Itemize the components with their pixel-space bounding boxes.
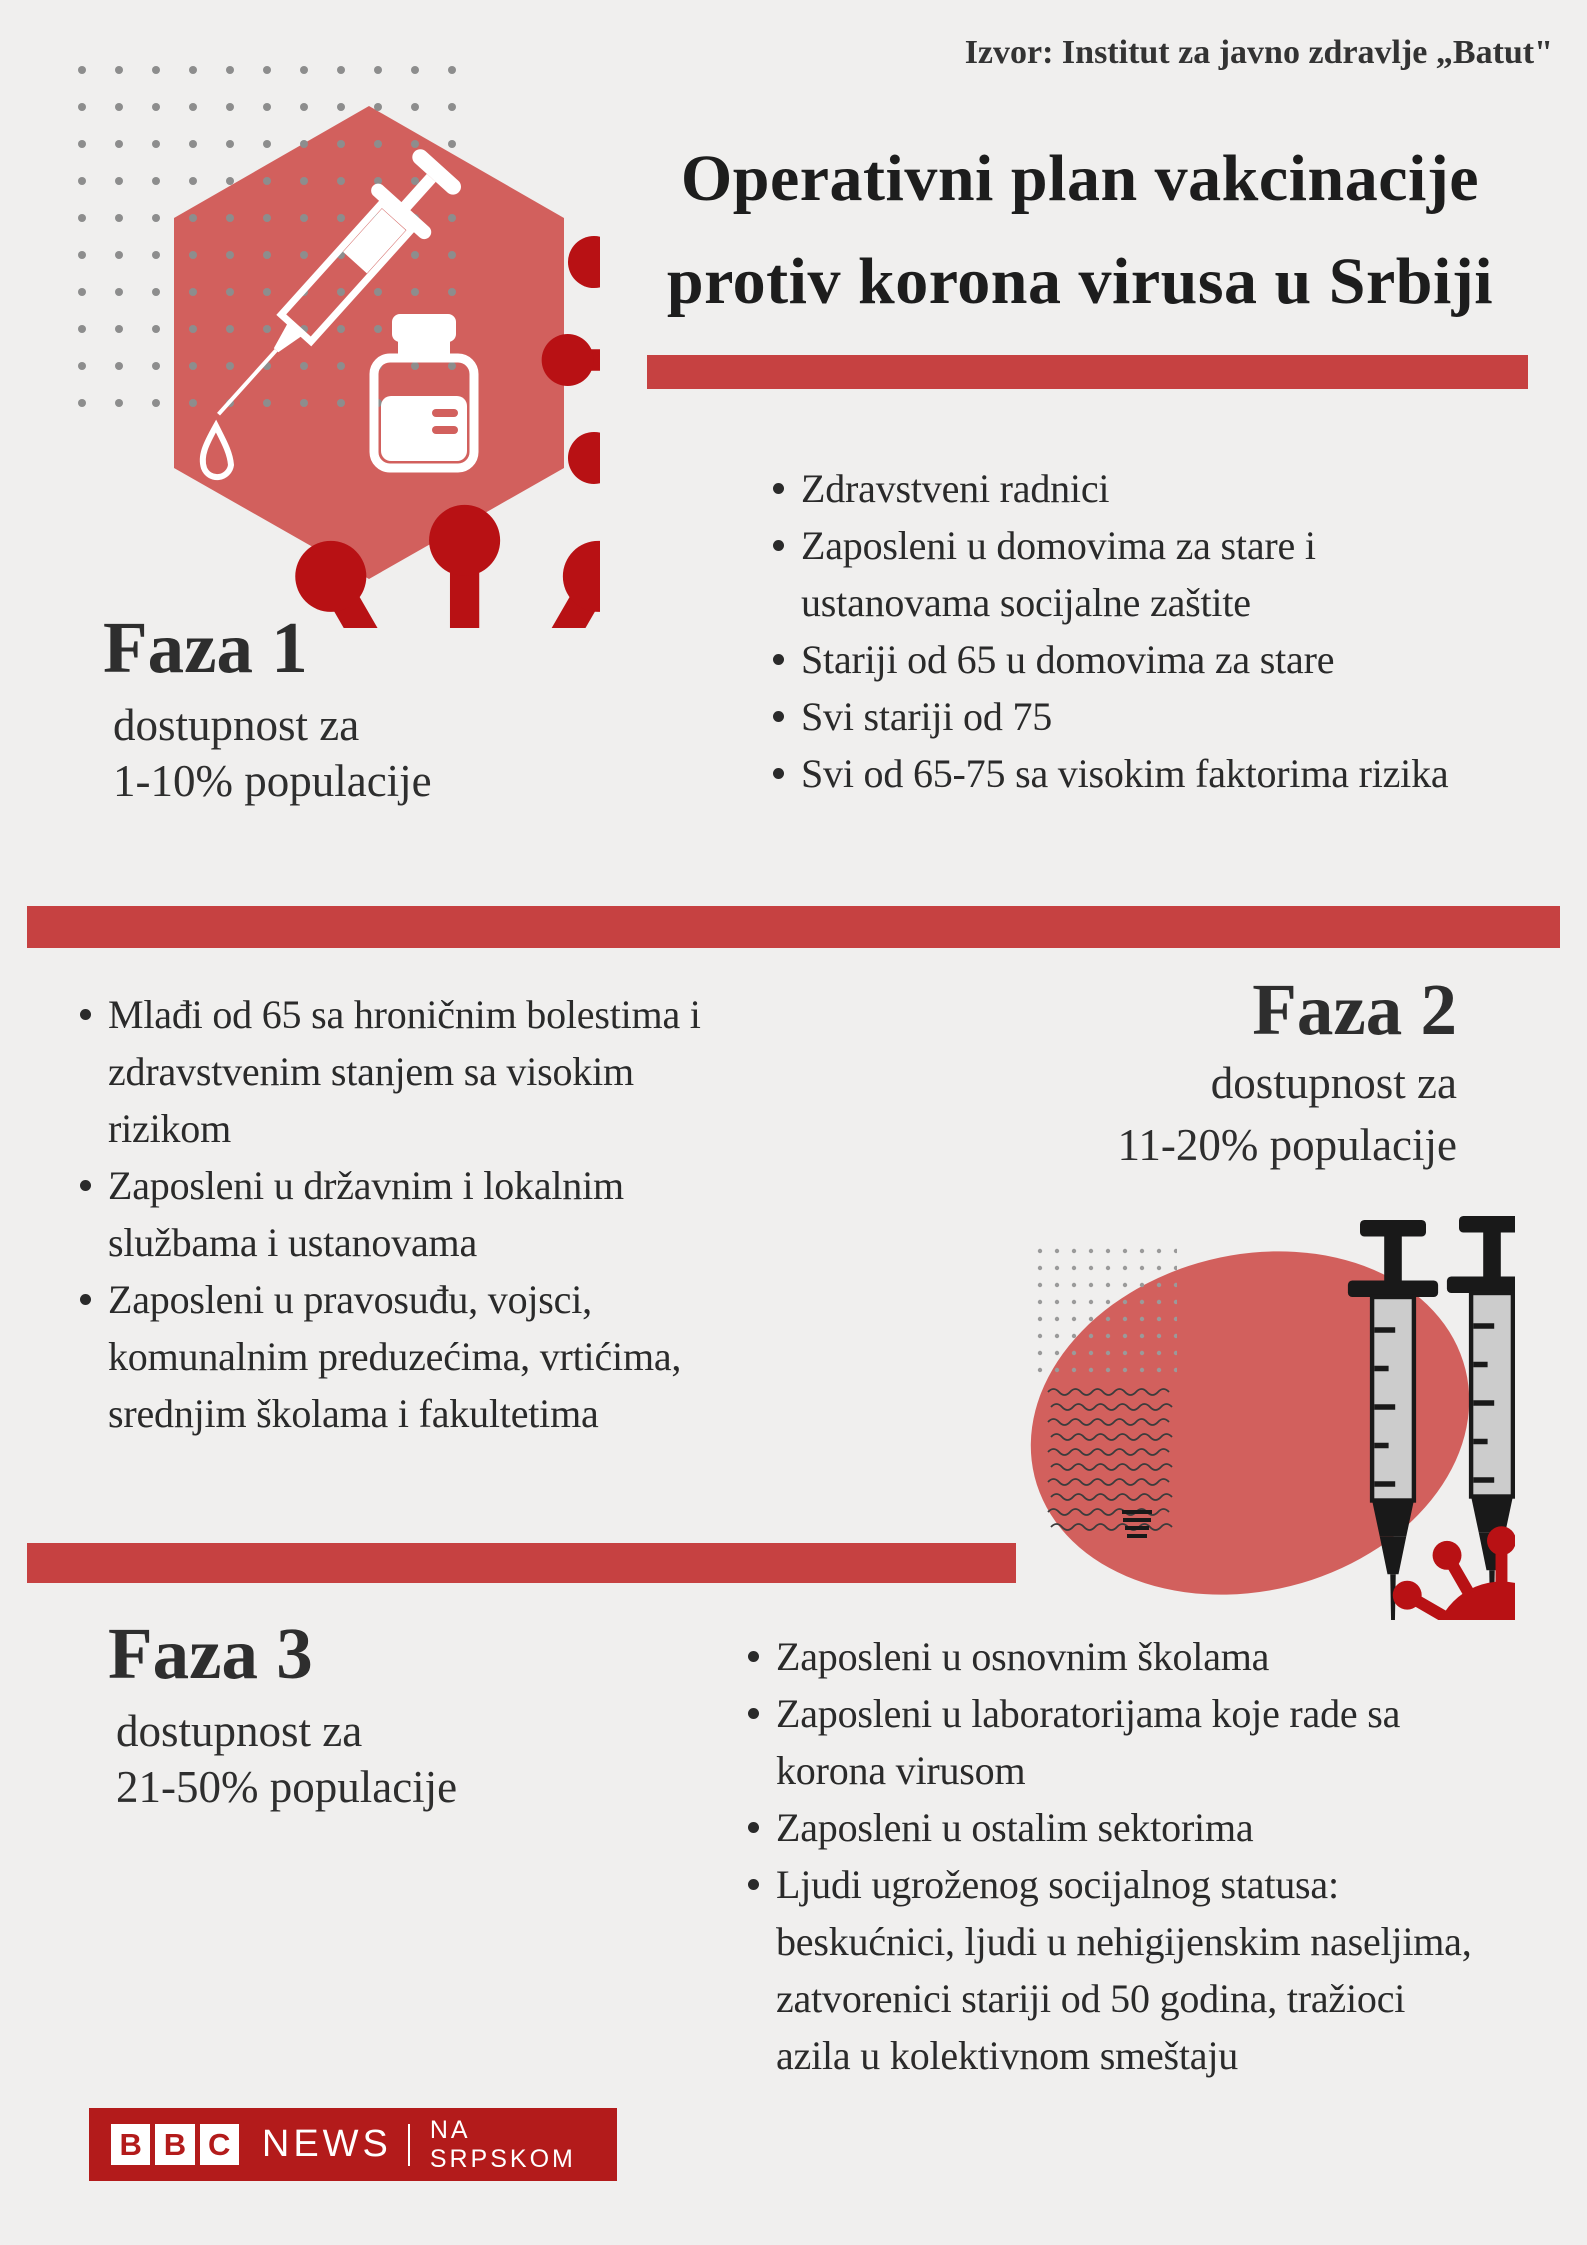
availability-line: dostupnost za — [113, 700, 360, 750]
bbc-news-label: NEWS — [261, 2123, 392, 2165]
phase3-availability — [116, 1703, 457, 1815]
bbc-news-logo — [89, 2108, 617, 2181]
phase3-list — [740, 1628, 1476, 2084]
list-item: Mlađi od 65 sa hroničnim bolestima i zdravstvenim stanjem sa visokim rizikom — [108, 986, 724, 1157]
title-line-1: Operativni plan vakcinacije — [680, 142, 1480, 215]
phase2-list — [72, 986, 724, 1442]
virus-icon — [542, 138, 600, 582]
bbc-brand-label: NA SRPSKOM — [429, 2115, 576, 2173]
title-underline-bar — [647, 355, 1528, 389]
list-item: Zdravstveni radnici — [801, 460, 1461, 517]
bbc-letter-box: B — [155, 2124, 194, 2165]
list-item: Zaposleni u laboratorijama koje rade sa korona virusom — [776, 1685, 1476, 1799]
bbc-letter-box: B — [111, 2124, 150, 2165]
phase3-heading: Faza 3 — [108, 1613, 313, 1694]
phase2-heading-block — [1005, 969, 1457, 1173]
list-item: Svi stariji od 75 — [801, 688, 1461, 745]
logo-separator — [408, 2124, 410, 2166]
dot-pattern — [1035, 1243, 1177, 1375]
availability-line: dostupnost za — [1210, 1057, 1457, 1108]
list-item: Zaposleni u domovima za stare i ustanovama socijalne zaštite — [801, 517, 1461, 631]
phase1-availability — [113, 697, 432, 809]
section-divider — [27, 1543, 1016, 1583]
vaccine-hexagon-illustration — [40, 28, 600, 628]
section-divider — [27, 906, 1560, 948]
availability-line: dostupnost za — [116, 1706, 363, 1756]
availability-line: 21-50% populacije — [116, 1762, 458, 1812]
syringes-blob-illustration — [1003, 1180, 1515, 1620]
list-item: Zaposleni u ostalim sektorima — [776, 1799, 1476, 1856]
list-item: Svi od 65-75 sa visokim faktorima rizika — [801, 745, 1461, 802]
list-item: Zaposleni u pravosuđu, vojsci, komunalnim preduzećima, vrtićima, srednjim školama i fakultetima — [108, 1271, 724, 1442]
phase1-list — [765, 460, 1461, 802]
availability-line: 11-20% populacije — [1117, 1119, 1457, 1170]
phase2-heading: Faza 2 — [1252, 969, 1457, 1050]
phase1-heading: Faza 1 — [103, 607, 308, 688]
list-item: Zaposleni u osnovnim školama — [776, 1628, 1476, 1685]
title-line-2: protiv korona virusa u Srbiji — [666, 244, 1494, 318]
list-item: Zaposleni u državnim i lokalnim službama i ustanovama — [108, 1157, 724, 1271]
source-attribution: Izvor: Institut za javno zdravlje „Batut" — [964, 34, 1553, 71]
bbc-letter-box: C — [200, 2124, 239, 2165]
list-item: Stariji od 65 u domovima za stare — [801, 631, 1461, 688]
availability-line: 1-10% populacije — [113, 756, 432, 806]
list-item: Ljudi ugroženog socijalnog statusa: beskućnici, ljudi u nehigijenskim naseljima, zatvorenici stariji od 50 godina, tražioci azila u kolektivnom smeštaju — [776, 1856, 1476, 2084]
page-title — [620, 128, 1540, 334]
dot-pattern — [75, 43, 475, 433]
